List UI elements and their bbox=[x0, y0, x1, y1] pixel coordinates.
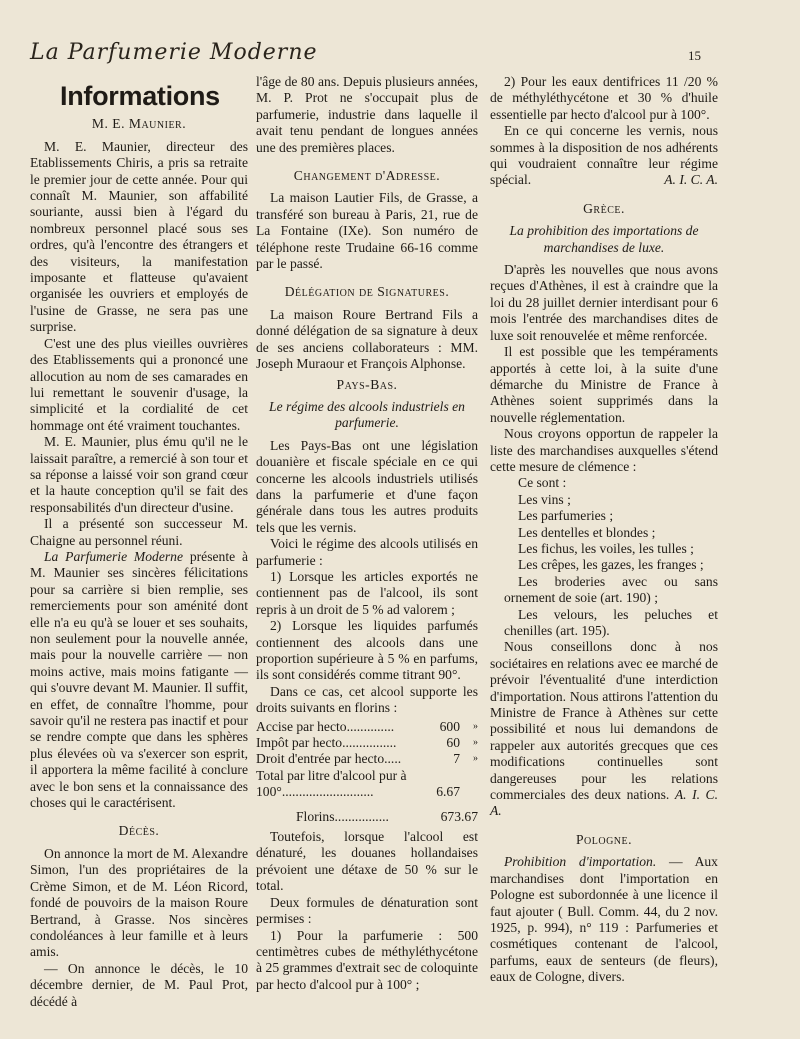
list-intro: Ce sont : bbox=[518, 475, 567, 491]
total-value: 673.67 bbox=[440, 808, 478, 824]
section-heading-adresse: Changement d'Adresse. bbox=[293, 168, 441, 184]
paragraph: Voici le régime des alcools utilisés en parfumerie : bbox=[256, 536, 478, 568]
section-subheading: Le régime des alcools industriels en parfumerie. bbox=[269, 398, 465, 431]
duty-value: 7 bbox=[453, 751, 460, 767]
lead-in: Prohibition d'importation. bbox=[504, 854, 657, 870]
paragraph-text: En ce qui concerne les vernis, nous sommes à la disposition de nos adhérents qui voudraient connaître leur régime spécial. bbox=[490, 123, 718, 188]
list-item: Les broderies avec ou sans ornement de soie (art. 190) ; bbox=[504, 573, 718, 606]
paragraph: 2) Lorsque les liquides parfumés contiennent des alcools dans une proportion supérieure à 5 % en parfums, ils sont considérés comme titrant 90°. bbox=[256, 618, 478, 683]
duty-value: 6.67 bbox=[436, 784, 460, 800]
list-item: Les dentelles et blondes ; bbox=[518, 524, 656, 540]
page-number: 15 bbox=[688, 48, 701, 63]
signature: A. I. C. A. bbox=[490, 787, 719, 819]
table-row bbox=[256, 768, 478, 801]
paragraph: Les Pays-Bas ont une législation douanière et fiscale spéciale en ce qui concerne les alcools industriels utilisés dans la parfumerie et d'une façon générale dans tous les autres produits tels que les vernis. bbox=[256, 437, 478, 535]
paragraph-text: présente à M. Maunier ses sincères félicitations pour sa carrière si bien remplie, ses remerciements pour son aménité dont elle n'a eu qu'à se louer et ses souhaits, non seulement pour la nouvelle année, mais pour la nouvelle carrière — non moins active, mais moins fatigante — qui s'ouvre devant M. Maunier. Il suffit, en effet, de connaître l'homme, pour savoir qu'il ne restera pas inactif et pour se rendre compte que dans les sphères plus élevées où va s'exercer son esprit, il apportera la même facilité à conclure avec le bon sens et la connaissance des choses qui le caractérisent. bbox=[30, 548, 248, 811]
paragraph bbox=[490, 639, 718, 819]
duty-label: Total par litre d'alcool pur à 100°........................... bbox=[256, 767, 407, 800]
section-heading-grece: Grèce. bbox=[583, 200, 625, 216]
column-3 bbox=[490, 74, 718, 986]
paragraph: 2) Pour les eaux dentifrices 11 /20 % de méthyléthycétone et 30 % d'huile essentielle par hecto d'alcool pur à 100°. bbox=[490, 74, 718, 122]
duty-label: Accise par hecto.............. bbox=[256, 718, 395, 734]
paragraph bbox=[30, 549, 248, 812]
duties-table bbox=[256, 719, 478, 801]
section-heading-pays-bas: Pays-Bas. bbox=[336, 376, 398, 392]
list-item: Les velours, les peluches et chenilles (art. 195). bbox=[504, 606, 718, 638]
section-subheading: La prohibition des importations de marchandises de luxe. bbox=[509, 223, 699, 255]
paragraph bbox=[490, 123, 718, 189]
page-title: Informations bbox=[60, 81, 220, 111]
paragraph bbox=[490, 854, 718, 985]
paragraph: l'âge de 80 ans. Depuis plusieurs années, M. P. Prot ne s'occupait plus de parfumerie, industrie dans laquelle il avait tenu pendant de longues années une des premières places. bbox=[256, 74, 478, 155]
total-label: Florins................ bbox=[296, 808, 389, 824]
column-2 bbox=[256, 74, 478, 993]
paragraph: La maison Roure Bertrand Fils a donné délégation de sa signature à deux de ses anciens collaborateurs : MM. Joseph Muraour et François Alphonse. bbox=[256, 306, 478, 372]
list-item: Les parfumeries ; bbox=[518, 508, 614, 524]
paragraph: 1) Lorsque les articles exportés ne contiennent pas de l'alcool, ils sont repris à un droit de 5 % ad valorem ; bbox=[256, 568, 478, 617]
paragraph: La maison Lautier Fils, de Grasse, a transféré son bureau à Paris, 21, rue de La Fontaine (IXe). Son numéro de téléphone reste Trudaine 66-16 comme par le passé. bbox=[256, 190, 478, 272]
paragraph-text: — Aux marchandises dont l'importation en Pologne est subordonnée à une licence il faut ajouter ( Bull. Comm. 44, du 2 nov. 1925, p. 994), n° 119 : Parfumeries et cosmétiques contenant de l'alcool, parfums, eaux de senteurs (de fleurs), eaux de Cologne, divers. bbox=[490, 854, 718, 985]
section-heading-maunier: M. E. Maunier. bbox=[91, 116, 187, 132]
paragraph-text: Nous conseillons donc à nos sociétaires en relations avec ee marché de prévoir l'éventualité d'une interdiction d'importation. Nous attirons l'attention du Ministre de France à Athènes sur cette possibilité et nous lui demandons de rappeler aux autorités grecques que ces modifications continuelles sont dangereuses pour les relations commerciales des deux nations. bbox=[490, 639, 718, 803]
paragraph: C'est une des plus vieilles ouvrières des Etablissements qui a prononcé une allocution au nom de ses camarades en lui remettant le souvenir d'usage, la simplicité et la cordialité de cet hommage ont été vraiment touchantes. bbox=[30, 335, 248, 433]
list-item: Les fichus, les voiles, les tulles ; bbox=[518, 540, 694, 556]
section-heading-deces: Décès. bbox=[118, 823, 160, 839]
duty-unit: » bbox=[473, 720, 478, 732]
paragraph: M. E. Maunier, directeur des Etablissements Chiris, a pris sa retraite le premier jour de cette année. Pour qui connaît M. Maunier, son affabilité souriante, aussi bien à l'égard du nombreux personnel placé sous ses ordres, qu'à l'encontre des étrangers et des visiteurs, la manifestation imposante et flatteuse qu'avaient organisée les ouvriers et employés de l'usine de Grasse, ne sera pas une surprise. bbox=[30, 138, 248, 335]
paragraph: Toutefois, lorsque l'alcool est dénaturé, les douanes hollandaises prévoient une détaxe de 50 % sur le total. bbox=[256, 829, 478, 894]
duties-total bbox=[296, 809, 478, 825]
paragraph: Deux formules de dénaturation sont permises : bbox=[256, 894, 478, 927]
duty-unit bbox=[460, 768, 478, 801]
paragraph: On annonce la mort de M. Alexandre Simon, l'un des propriétaires de la Crème Simon, et de M. Léon Ricord, fondé de pouvoirs de la maison Roure Bertrand, à Grasse. Nos sincères condoléances à leur famille et à leurs amis. bbox=[30, 845, 248, 960]
duty-unit: » bbox=[473, 737, 478, 749]
duty-label: Droit d'entrée par hecto..... bbox=[256, 751, 402, 767]
table-row bbox=[256, 719, 478, 735]
table-row bbox=[256, 735, 478, 751]
paragraph: Il a présenté son successeur M. Chaigne au personnel réuni. bbox=[30, 516, 248, 548]
duty-label: Impôt par hecto................ bbox=[256, 735, 397, 751]
duty-value: 600 bbox=[439, 718, 460, 734]
masthead: La Parfumerie Moderne bbox=[30, 40, 318, 65]
paragraph: — On annonce le décès, le 10 décembre dernier, de M. Paul Prot, décédé à bbox=[30, 960, 248, 1009]
section-heading-pologne: Pologne. bbox=[575, 831, 633, 847]
duty-value: 60 bbox=[446, 735, 460, 751]
publication-name: La Parfumerie Moderne bbox=[44, 548, 184, 564]
list-item: Les vins ; bbox=[518, 491, 571, 507]
table-row bbox=[256, 751, 478, 767]
column-1 bbox=[30, 81, 248, 1010]
paragraph: M. E. Maunier, plus ému qu'il ne le laissait paraître, a remercié à son tour et sa réponse a laissé voir son grand cœur et la haute conception qu'il se fait des responsabilités d'un directeur d'usine. bbox=[30, 434, 248, 515]
section-heading-delegation: Délégation de Signatures. bbox=[284, 284, 450, 300]
paragraph: 1) Pour la parfumerie : 500 centimètres cubes de méthyléthycétone à 25 grammes d'extrait sec de coloquinte par hecto d'alcool pur à 100° ; bbox=[256, 927, 478, 992]
signature: A. I. C. A. bbox=[664, 172, 718, 188]
duty-unit: » bbox=[473, 753, 478, 765]
paragraph: Il est possible que les tempéraments apportés à cette loi, à la suite d'une démarche du Ministre de France à Athènes soient supprimés dans la nouvelle réglementation. bbox=[490, 344, 718, 425]
paragraph: Dans ce cas, cet alcool supporte les droits suivants en florins : bbox=[256, 683, 478, 716]
paragraph: D'après les nouvelles que nous avons reçues d'Athènes, il est à craindre que la loi du 28 juillet dernier interdisant pour 6 mois l'entrée des marchandises dites de luxe soit renouvelée et même renforcée. bbox=[490, 262, 718, 343]
paragraph: Nous croyons opportun de rappeler la liste des marchandises auxquelles s'étend cette mesure de clémence : bbox=[490, 426, 718, 474]
list-item: Les crêpes, les gazes, les franges ; bbox=[518, 557, 704, 573]
